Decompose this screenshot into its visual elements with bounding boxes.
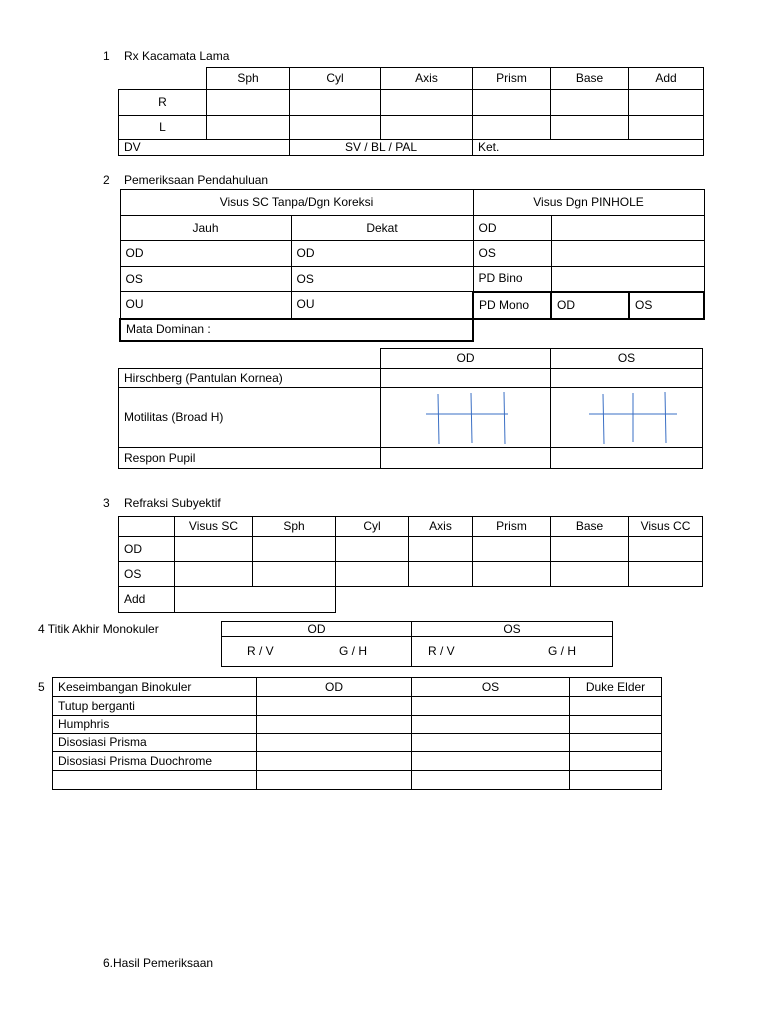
dv-cell[interactable]: DV (119, 140, 290, 156)
header-sph: Sph (207, 68, 290, 90)
header-od: OD (257, 678, 412, 697)
empty-cell (336, 587, 703, 613)
motilitas-os-cell[interactable] (551, 388, 703, 448)
os-cell[interactable] (412, 752, 570, 771)
duke-elder-cell[interactable] (570, 752, 662, 771)
duke-elder-cell[interactable] (570, 716, 662, 734)
dekat-od-cell[interactable]: OD (291, 241, 473, 267)
jauh-ou-cell[interactable]: OU (120, 292, 291, 319)
broad-h-diagram-os (577, 389, 677, 447)
visus-pinhole-header: Visus Dgn PINHOLE (473, 190, 704, 216)
ket-cell[interactable]: Ket. (473, 140, 704, 156)
od-header: OD (222, 622, 412, 637)
row-label: Humphris (53, 716, 257, 734)
preliminary-exam-table (119, 189, 705, 342)
section-1-title: Rx Kacamata Lama (124, 49, 230, 63)
mata-dominan-cell[interactable]: Mata Dominan : (120, 319, 473, 341)
dekat-header: Dekat (291, 216, 473, 241)
jauh-od-cell[interactable]: OD (120, 241, 291, 267)
motilitas-label: Motilitas (Broad H) (119, 388, 381, 448)
jauh-os-cell[interactable]: OS (120, 267, 291, 292)
od-cell[interactable] (257, 771, 412, 790)
od-cell[interactable] (257, 752, 412, 771)
header-sph: Sph (253, 517, 336, 537)
row-label-add: Add (119, 587, 175, 613)
header-empty (119, 68, 207, 90)
section-2-title: Pemeriksaan Pendahuluan (124, 173, 269, 187)
pd-mono-od-cell[interactable]: OD (551, 292, 629, 319)
l-sph-cell[interactable] (207, 116, 290, 140)
r-add-cell[interactable] (629, 90, 704, 116)
os-cyl-cell[interactable] (336, 562, 409, 587)
sv-bl-pal-cell[interactable]: SV / BL / PAL (290, 140, 473, 156)
monocular-endpoint-table (221, 621, 613, 667)
eye-alignment-table (118, 348, 703, 469)
l-add-cell[interactable] (629, 116, 704, 140)
binocular-balance-table (52, 677, 662, 790)
header-os: OS (412, 678, 570, 697)
pinhole-od-label: OD (473, 216, 551, 241)
os-cell[interactable] (412, 697, 570, 716)
os-rv-option[interactable]: R / V (428, 644, 455, 658)
visus-sc-header: Visus SC Tanpa/Dgn Koreksi (120, 190, 473, 216)
header-prism: Prism (473, 517, 551, 537)
os-header: OS (551, 349, 703, 369)
respon-pupil-label: Respon Pupil (119, 448, 381, 469)
header-cyl: Cyl (290, 68, 381, 90)
row-label: Tutup berganti (53, 697, 257, 716)
od-base-cell[interactable] (551, 537, 629, 562)
r-sph-cell[interactable] (207, 90, 290, 116)
header-axis: Axis (381, 68, 473, 90)
empty-cell (473, 319, 704, 341)
section-3-title: Refraksi Subyektif (124, 496, 221, 510)
l-axis-cell[interactable] (381, 116, 473, 140)
hirschberg-label: Hirschberg (Pantulan Kornea) (119, 369, 381, 388)
od-sph-cell[interactable] (253, 537, 336, 562)
od-cell[interactable] (257, 734, 412, 752)
od-cell[interactable] (257, 716, 412, 734)
pinhole-os-label: OS (473, 241, 551, 267)
os-sph-cell[interactable] (253, 562, 336, 587)
header-keseimbangan: Keseimbangan Binokuler (53, 678, 257, 697)
dekat-ou-cell[interactable]: OU (291, 292, 473, 319)
os-gh-option[interactable]: G / H (548, 644, 577, 658)
header-empty (119, 517, 175, 537)
section-4-title: 4 Titik Akhir Monokuler (38, 622, 159, 636)
os-rv-gh-cell[interactable] (412, 637, 613, 667)
od-header: OD (381, 349, 551, 369)
respon-pupil-od-cell[interactable] (381, 448, 551, 469)
row-label (53, 771, 257, 790)
duke-elder-cell[interactable] (570, 734, 662, 752)
r-cyl-cell[interactable] (290, 90, 381, 116)
pinhole-od-cell[interactable] (551, 216, 704, 241)
pd-bino-cell[interactable] (551, 267, 704, 292)
hirschberg-od-cell[interactable] (381, 369, 551, 388)
row-label: Disosiasi Prisma Duochrome (53, 752, 257, 771)
header-cyl: Cyl (336, 517, 409, 537)
os-visus-sc-cell[interactable] (175, 562, 253, 587)
jauh-header: Jauh (120, 216, 291, 241)
os-prism-cell[interactable] (473, 562, 551, 587)
od-visus-cc-cell[interactable] (629, 537, 703, 562)
respon-pupil-os-cell[interactable] (551, 448, 703, 469)
duke-elder-cell[interactable] (570, 771, 662, 790)
dekat-os-cell[interactable]: OS (291, 267, 473, 292)
os-cell[interactable] (412, 771, 570, 790)
l-prism-cell[interactable] (473, 116, 551, 140)
header-visus-sc: Visus SC (175, 517, 253, 537)
add-cell[interactable] (175, 587, 336, 613)
od-axis-cell[interactable] (409, 537, 473, 562)
section-6-title: 6.Hasil Pemeriksaan (103, 956, 214, 970)
od-visus-sc-cell[interactable] (175, 537, 253, 562)
od-rv-gh-cell[interactable] (222, 637, 412, 667)
r-base-cell[interactable] (551, 90, 629, 116)
od-cell[interactable] (257, 697, 412, 716)
rx-old-glasses-table (118, 67, 704, 156)
row-label: Disosiasi Prisma (53, 734, 257, 752)
os-base-cell[interactable] (551, 562, 629, 587)
header-duke-elder: Duke Elder (570, 678, 662, 697)
os-visus-cc-cell[interactable] (629, 562, 703, 587)
r-axis-cell[interactable] (381, 90, 473, 116)
header-add: Add (629, 68, 704, 90)
section-3-number: 3 (103, 496, 110, 510)
r-prism-cell[interactable] (473, 90, 551, 116)
od-cyl-cell[interactable] (336, 537, 409, 562)
section-2-number: 2 (103, 173, 110, 187)
motilitas-od-cell[interactable] (381, 388, 551, 448)
header-axis: Axis (409, 517, 473, 537)
header-visus-cc: Visus CC (629, 517, 703, 537)
os-header: OS (412, 622, 613, 637)
duke-elder-cell[interactable] (570, 697, 662, 716)
od-rv-option[interactable]: R / V (247, 644, 274, 658)
section-1-number: 1 (103, 49, 110, 63)
header-prism: Prism (473, 68, 551, 90)
row-label-r: R (119, 90, 207, 116)
header-base: Base (551, 68, 629, 90)
row-label-l: L (119, 116, 207, 140)
subjective-refraction-table (118, 516, 703, 613)
row-label-os: OS (119, 562, 175, 587)
pinhole-os-cell[interactable] (551, 241, 704, 267)
section-5-number: 5 (38, 680, 45, 694)
hirschberg-os-cell[interactable] (551, 369, 703, 388)
pd-bino-label: PD Bino (473, 267, 551, 292)
pd-mono-label: PD Mono (473, 292, 551, 319)
os-cell[interactable] (412, 716, 570, 734)
os-cell[interactable] (412, 734, 570, 752)
od-gh-option[interactable]: G / H (339, 644, 368, 658)
header-base: Base (551, 517, 629, 537)
os-axis-cell[interactable] (409, 562, 473, 587)
header-empty (119, 349, 381, 369)
l-base-cell[interactable] (551, 116, 629, 140)
l-cyl-cell[interactable] (290, 116, 381, 140)
row-label-od: OD (119, 537, 175, 562)
broad-h-diagram-od (416, 389, 516, 447)
pd-mono-os-cell[interactable]: OS (629, 292, 704, 319)
od-prism-cell[interactable] (473, 537, 551, 562)
